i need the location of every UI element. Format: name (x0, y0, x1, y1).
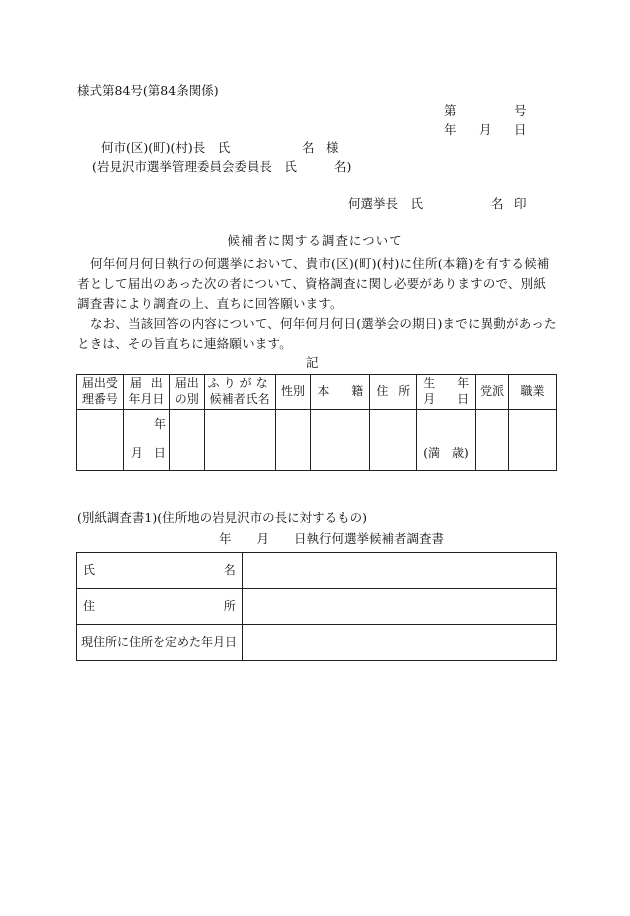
col-birth: 生 年 月 日 (417, 375, 476, 410)
date-year: 年 (444, 122, 457, 137)
col-todoke-date: 届 出 年月日 (123, 375, 169, 410)
cell-todoke-date (123, 410, 169, 471)
cell-date-day: 日 (153, 446, 166, 460)
survey-label-residence-date: 現住所に住所を定めた年月日 (77, 625, 243, 661)
addressee-mei: 名 (302, 140, 315, 155)
survey-table (76, 552, 557, 661)
survey-row-residence-date (77, 625, 557, 661)
body-paragraph-2: なお、当該回答の内容について、何年何月何日(選挙会の期日)までに異動があったときは、その旨直ちに連絡願います。 (77, 316, 557, 351)
table-header-row (77, 375, 557, 410)
cell-uketsuke-number (77, 410, 124, 471)
col-address: 住 所 (370, 375, 417, 410)
sender-title: 何選挙長 氏 (348, 196, 424, 211)
addressee-line2-end: 名) (334, 159, 352, 174)
cell-occupation (509, 410, 557, 471)
doc-number-go: 号 (514, 103, 527, 118)
doc-number-dai: 第 (444, 103, 457, 118)
addressee-line2: (岩見沢市選挙管理委員会委員長 氏 (92, 159, 297, 174)
col-candidate-name: ふりがな 候補者氏名 (204, 375, 275, 410)
cell-honseki (311, 410, 370, 471)
survey-value-name (242, 553, 556, 589)
ki-label: 記 (306, 355, 319, 370)
cell-birth (417, 410, 476, 471)
candidate-table (76, 374, 557, 471)
cell-gender (275, 410, 311, 471)
cell-address (370, 410, 417, 471)
survey-label-address: 住 所 (77, 589, 243, 625)
sender-mei: 名 (491, 196, 504, 211)
survey-value-residence-date (242, 625, 556, 661)
form-number: 様式第84号(第84条関係) (77, 83, 219, 98)
col-honseki: 本 籍 (311, 375, 370, 410)
table-data-row (77, 410, 557, 471)
survey-label: (別紙調査書1)(住所地の岩見沢市の長に対するもの) (77, 510, 367, 525)
survey-label-name: 氏 名 (77, 553, 243, 589)
date-day: 日 (514, 122, 527, 137)
col-party: 党派 (476, 375, 509, 410)
col-gender: 性別 (275, 375, 311, 410)
cell-age: (満 歳) (423, 446, 469, 460)
addressee-sama: 様 (326, 140, 339, 155)
survey-title: 年 月 日執行何選挙候補者調査書 (219, 531, 445, 546)
survey-value-address (242, 589, 556, 625)
document-title: 候補者に関する調査について (227, 233, 403, 248)
cell-date-month: 月 (130, 446, 143, 460)
cell-party (476, 410, 509, 471)
col-todoke-type: 届出 の別 (169, 375, 204, 410)
survey-row-address (77, 589, 557, 625)
sender-stamp: 印 (514, 196, 527, 211)
col-occupation: 職業 (509, 375, 557, 410)
body-paragraph-1: 何年何月何日執行の何選挙において、貴市(区)(町)(村)に住所(本籍)を有する候補者として届出のあった次の者について、資格調査に関し必要がありますので、別紙調査書により調査の上、直ちに回答願います。 (77, 256, 550, 311)
cell-date-year: 年 (153, 417, 166, 431)
cell-candidate-name (204, 410, 275, 471)
col-uketsuke-number: 届出受 理番号 (77, 375, 124, 410)
survey-row-name (77, 553, 557, 589)
addressee-line1: 何市(区)(町)(村)長 氏 (101, 140, 231, 155)
cell-todoke-type (169, 410, 204, 471)
date-month: 月 (479, 122, 492, 137)
